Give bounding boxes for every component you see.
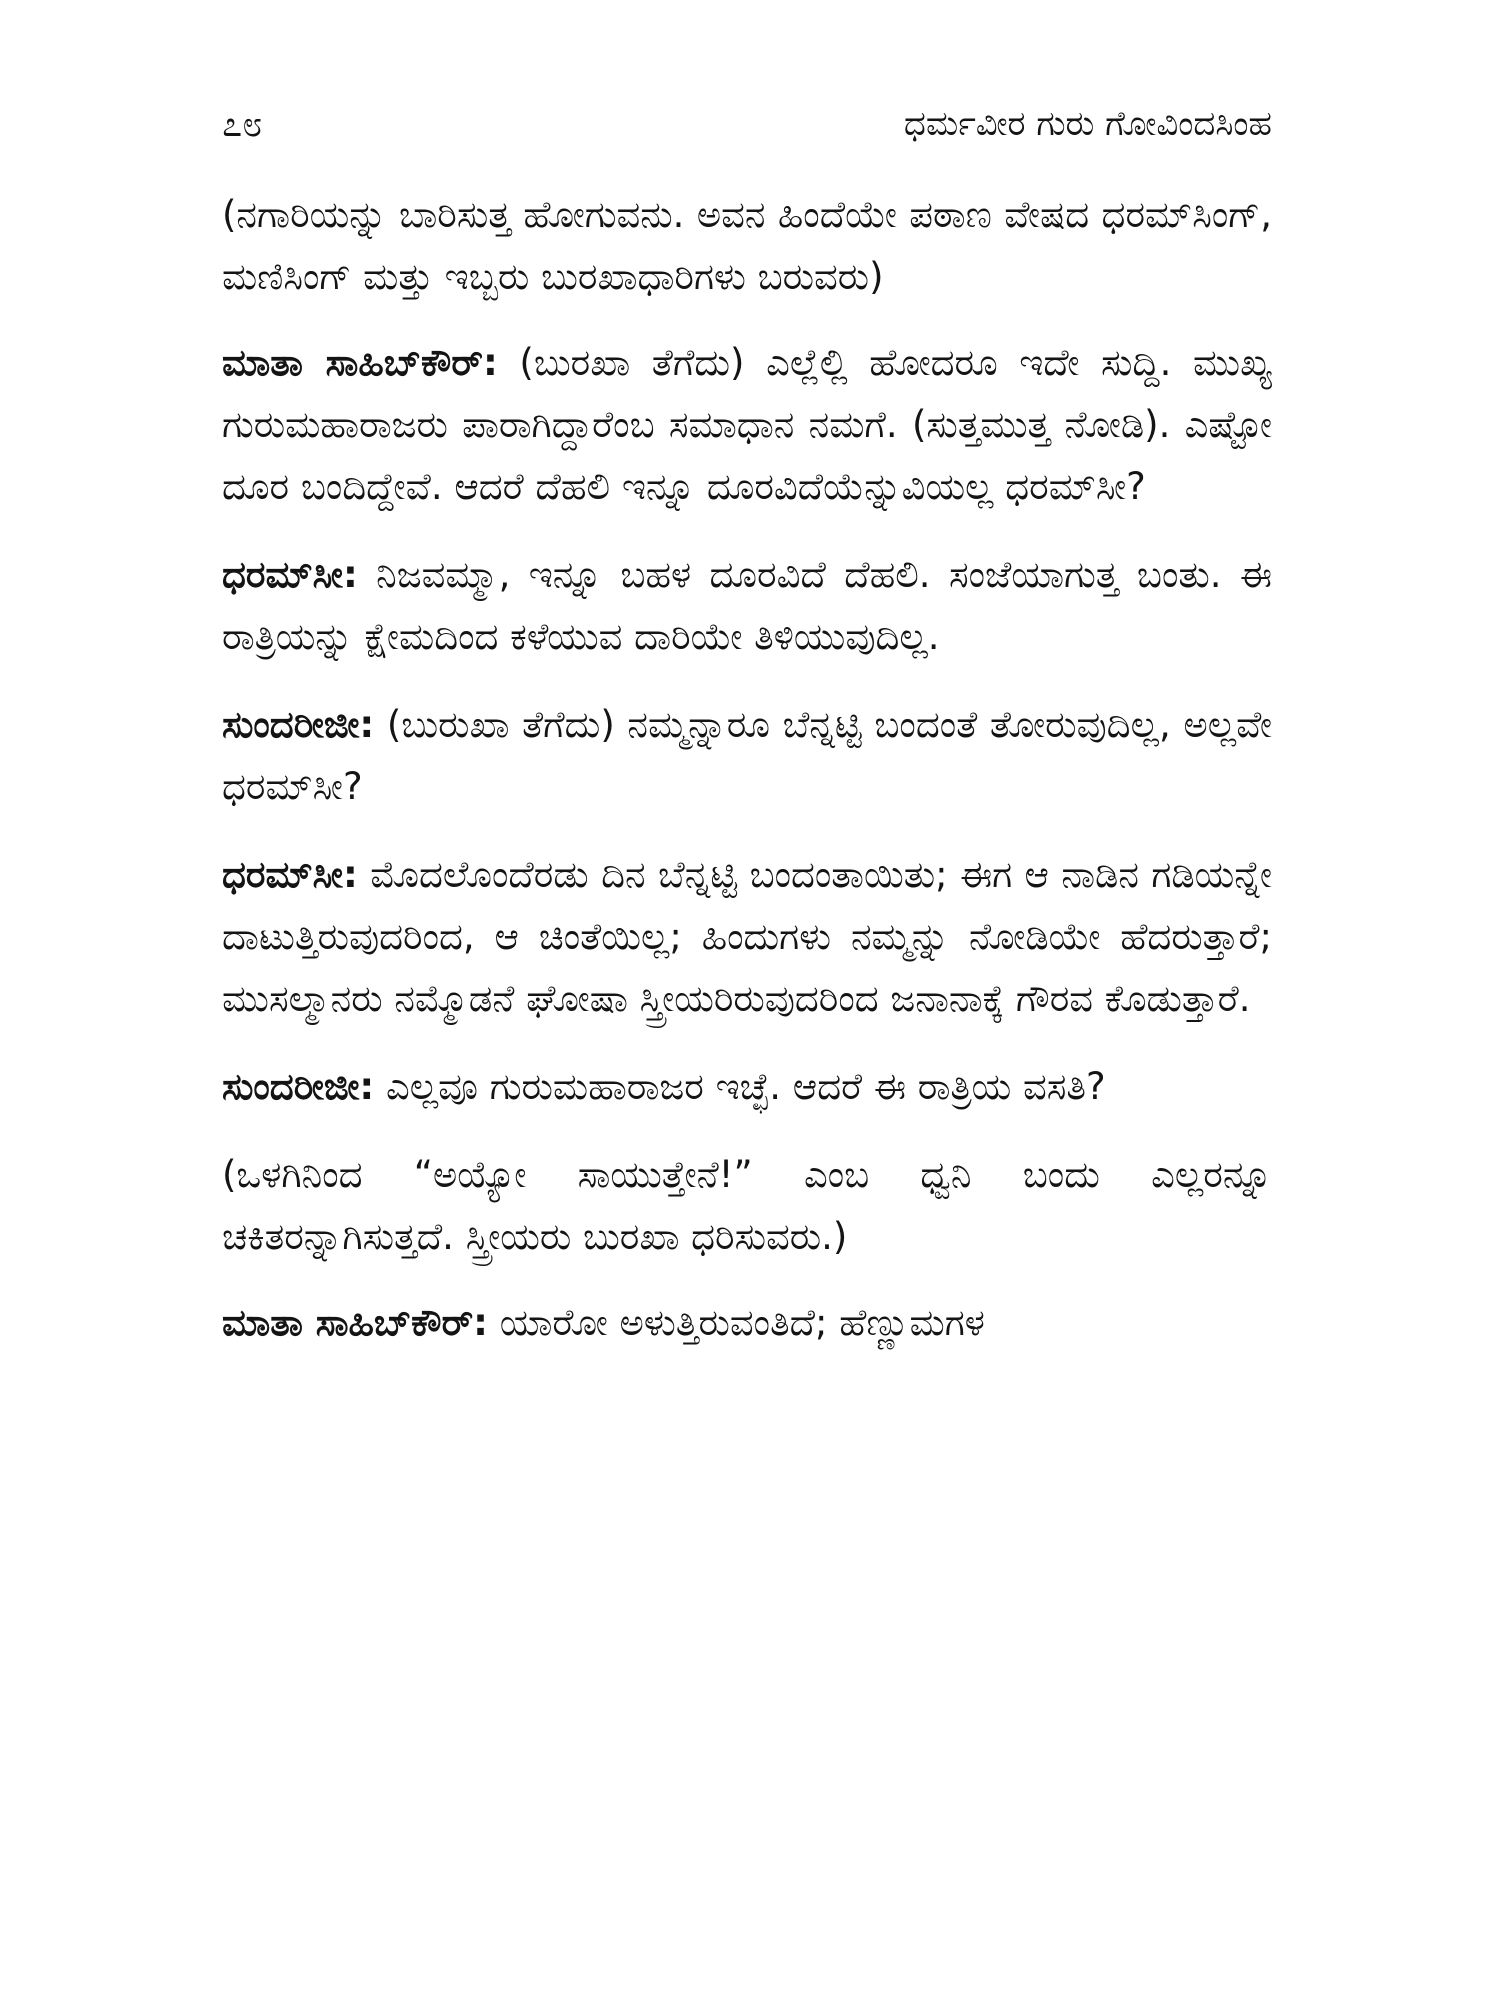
book-page [222,96,1272,1956]
dialogue-text: ಮೊದಲೊಂದೆರಡು ದಿನ ಬೆನ್ನಟ್ಟಿ ಬಂದಂತಾಯಿತು; ಈಗ ಆ ನಾಡಿನ ಗಡಿಯನ್ನೇ ದಾಟುತ್ತಿರುವುದರಿಂದ, ಆ ಚಿಂತೆಯಿಲ್ಲ; ಹಿಂದುಗಳು ನಮ್ಮನ್ನು ನೋಡಿಯೇ ಹೆದರುತ್ತಾರೆ; ಮುಸಲ್ಮಾನರು ನಮ್ಮೊಡನೆ ಘೋಷಾ ಸ್ತ್ರೀಯರಿರುವುದರಿಂದ ಜನಾನಾಕ್ಕೆ ಗೌರವ ಕೊಡುತ್ತಾರೆ. [222,853,1273,1020]
dialogue-text: ಎಲ್ಲವೂ ಗುರುಮಹಾರಾಜರ ಇಚ್ಛೆ. ಆದರೆ ಈ ರಾತ್ರಿಯ ವಸತಿ? [385,1065,1106,1108]
speaker-name: ಸುಂದರೀಜೀ: [222,703,375,746]
dialogue-text: ನಿಜವಮ್ಮಾ, ಇನ್ನೂ ಬಹಳ ದೂರವಿದೆ ದೆಹಲಿ. ಸಂಜೆಯಾಗುತ್ತ ಬಂತು. ಈ ರಾತ್ರಿಯನ್ನು ಕ್ಷೇಮದಿಂದ ಕಳೆಯುವ ದಾರಿಯೇ ತಿಳಿಯುವುದಿಲ್ಲ. [222,553,1273,658]
speaker-name: ಧರಮ್‌ಸೀ: [222,853,358,896]
dialogue-paragraph [222,694,1272,818]
speaker-name: ಮಾತಾ ಸಾಹಿಬ್‌ಕೌರ್: [222,1301,488,1344]
page-header [222,96,1272,156]
dialogue-text: (ಬುರಖಾ ತೆಗೆದು) ಎಲ್ಲೆಲ್ಲಿ ಹೋದರೂ ಇದೇ ಸುದ್ದಿ. ಮುಖ್ಯ ಗುರುಮಹಾರಾಜರು ಪಾರಾಗಿದ್ದಾರೆಂಬ ಸಮಾಧಾನ ನಮಗೆ. (ಸುತ್ತಮುತ್ತ ನೋಡಿ). ಎಷ್ಟೋ ದೂರ ಬಂದಿದ್ದೇವೆ. ಆದರೆ ದೆಹಲಿ ಇನ್ನೂ ದೂರವಿದೆಯೆನ್ನುವಿಯಲ್ಲ ಧರಮ್‌ಸೀ? [222,341,1272,508]
speaker-name: ಸುಂದರೀಜೀ: [222,1065,375,1108]
page-body [222,184,1272,1380]
dialogue-paragraph [222,1056,1272,1118]
stage-direction [222,1144,1272,1268]
dialogue-text: ಯಾರೋ ಅಳುತ್ತಿರುವಂತಿದೆ; ಹೆಣ್ಣುಮಗಳ [499,1301,985,1344]
dialogue-paragraph [222,544,1272,668]
dialogue-paragraph [222,844,1272,1030]
dialogue-paragraph [222,332,1272,518]
speaker-name: ಧರಮ್‌ಸೀ: [222,553,358,596]
stage-direction [222,184,1272,308]
running-title: ಧರ್ಮವೀರ ಗುರು ಗೋವಿಂದಸಿಂಹ [903,104,1272,144]
page-number: ೭೮ [222,104,263,145]
dialogue-paragraph [222,1292,1272,1354]
dialogue-text: (ಬುರುಖಾ ತೆಗೆದು) ನಮ್ಮನ್ನಾರೂ ಬೆನ್ನಟ್ಟಿ ಬಂದಂತೆ ತೋರುವುದಿಲ್ಲ, ಅಲ್ಲವೇ ಧರಮ್‌ಸೀ? [222,703,1273,808]
stage-direction-text: (ನಗಾರಿಯನ್ನು ಬಾರಿಸುತ್ತ ಹೋಗುವನು. ಅವನ ಹಿಂದೆಯೇ ಪಠಾಣ ವೇಷದ ಧರಮ್‌ಸಿಂಗ್, ಮಣಿಸಿಂಗ್ ಮತ್ತು ಇಬ್ಬರು ಬುರಖಾಧಾರಿಗಳು ಬರುವರು) [222,193,1272,298]
speaker-name: ಮಾತಾ ಸಾಹಿಬ್‌ಕೌರ್: [222,341,498,384]
stage-direction-text: (ಒಳಗಿನಿಂದ “ಅಯ್ಯೋ ಸಾಯುತ್ತೇನೆ!” ಎಂಬ ಧ್ವನಿ ಬಂದು ಎಲ್ಲರನ್ನೂ ಚಕಿತರನ್ನಾಗಿಸುತ್ತದೆ. ಸ್ತ್ರೀಯರು ಬುರಖಾ ಧರಿಸುವರು.) [222,1153,1272,1258]
